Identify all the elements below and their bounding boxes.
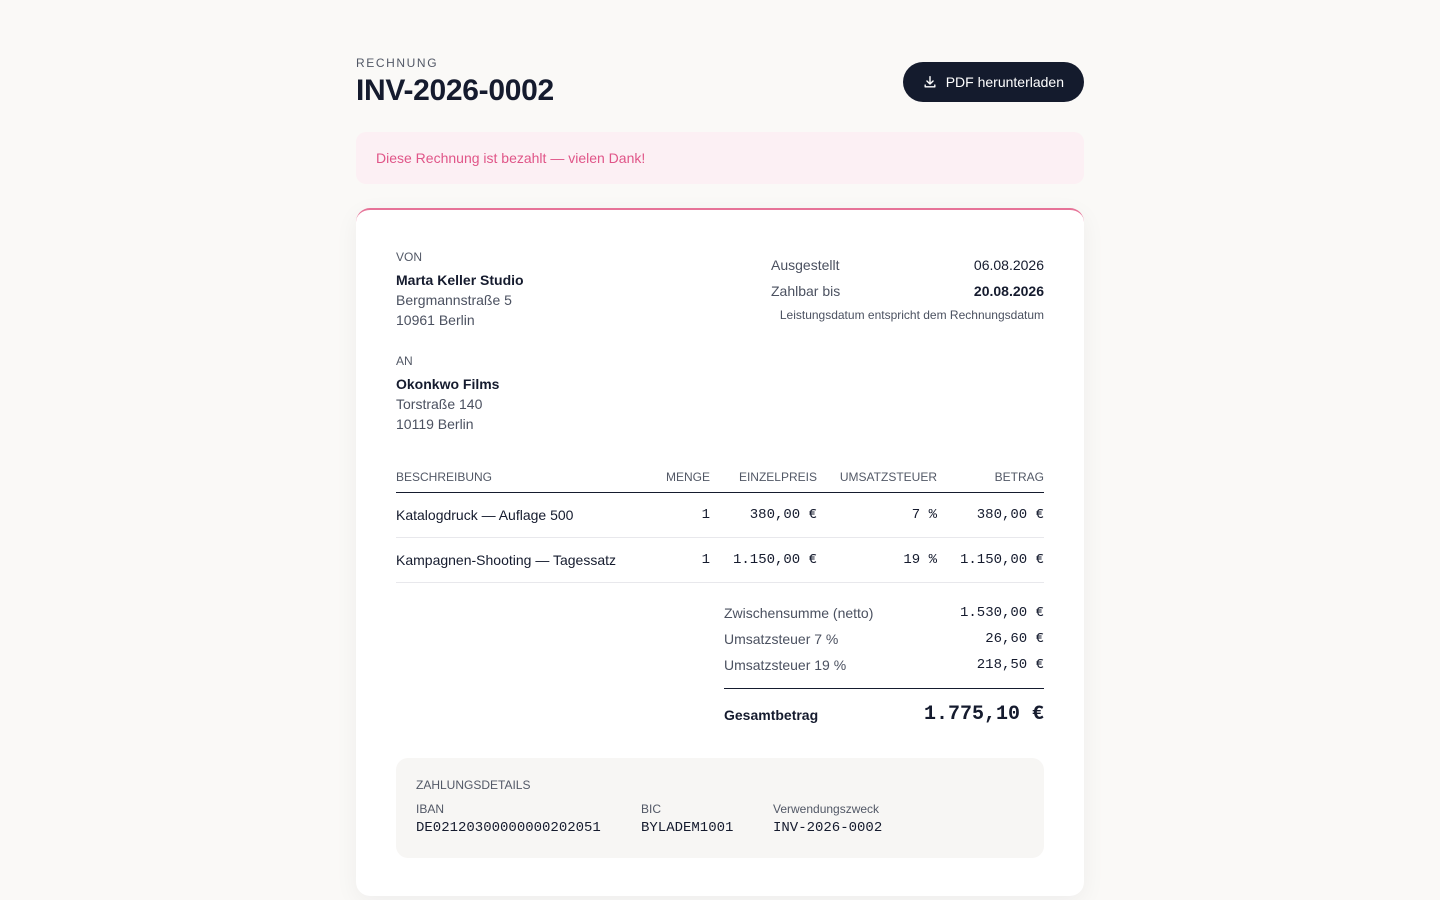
sender-city: 10961 Berlin [396,312,475,328]
recipient-name: Okonkwo Films [396,376,500,392]
invoice-dates [771,252,1044,322]
issued-value: 06.08.2026 [973,257,1044,273]
line-items-table [396,462,1044,583]
invoice-header [356,0,1084,132]
reference-value: INV-2026-0002 [773,820,883,836]
col-quantity: MENGE [650,462,710,492]
table-row [396,492,1044,537]
invoice-eyebrow: RECHNUNG [356,56,439,70]
grand-total-value: 1.775,10 € [923,703,1044,726]
sender-street: Bergmannstraße 5 [396,292,512,308]
iban-label: IBAN [416,802,445,816]
payment-columns [416,802,1024,836]
subtotal-value: 1.530,00 € [959,605,1044,621]
col-amount: BETRAG [937,462,1044,492]
table-header-row [396,462,1044,492]
issued-label: Ausgestellt [771,257,840,273]
row-description: Katalogdruck — Auflage 500 [396,492,650,537]
invoice-number: INV-2026-0002 [356,74,554,107]
row-vat: 7 % [817,492,937,537]
due-row [771,278,1044,304]
service-date-note: Leistungsdatum entspricht dem Rechnungsdatum [779,308,1044,322]
reference-label: Verwendungszweck [773,802,880,816]
row-unit-price: 1.150,00 € [710,537,817,582]
vat19-row [724,652,1044,678]
vat19-label: Umsatzsteuer 19 % [724,657,847,673]
col-description: BESCHREIBUNG [396,462,650,492]
reference-block [773,802,882,836]
row-quantity: 1 [650,537,710,582]
vat7-label: Umsatzsteuer 7 % [724,631,839,647]
recipient-city: 10119 Berlin [396,416,474,432]
subtotal-row [724,600,1044,626]
download-pdf-label: PDF herunterladen [945,74,1064,90]
bic-block [641,802,773,836]
payment-details-label: ZAHLUNGSDETAILS [416,778,531,792]
row-quantity: 1 [650,492,710,537]
paid-banner: Diese Rechnung ist bezahlt — vielen Dank! [356,132,1084,184]
grand-total-row [724,688,1044,740]
row-amount: 380,00 € [937,492,1044,537]
grand-total-label: Gesamtbetrag [724,706,819,723]
invoice-card [356,208,1084,896]
recipient-street: Torstraße 140 [396,396,483,412]
row-amount: 1.150,00 € [937,537,1044,582]
sender-name: Marta Keller Studio [396,272,524,288]
subtotal-label: Zwischensumme (netto) [724,605,874,621]
col-vat: UMSATZSTEUER [817,462,937,492]
totals-block [724,600,1044,740]
payment-details [396,758,1044,858]
table-row [396,537,1044,582]
row-vat: 19 % [817,537,937,582]
issued-row [771,252,1044,278]
row-unit-price: 380,00 € [710,492,817,537]
invoice-page [356,0,1084,836]
iban-block [416,802,641,836]
download-icon [923,75,937,89]
bic-label: BIC [641,802,662,816]
download-pdf-button[interactable] [903,62,1084,102]
col-unit-price: EINZELPREIS [710,462,817,492]
bic-value: BYLADEM1001 [641,820,734,836]
vat19-value: 218,50 € [976,657,1044,673]
sender-block [396,250,524,328]
iban-value: DE02120300000000202051 [416,820,601,836]
row-description: Kampagnen-Shooting — Tagessatz [396,537,650,582]
due-label: Zahlbar bis [771,283,841,299]
due-value: 20.08.2026 [973,283,1044,299]
vat7-row [724,626,1044,652]
recipient-label: AN [396,354,413,368]
vat7-value: 26,60 € [985,631,1044,647]
recipient-block [396,354,499,432]
sender-label: VON [396,250,423,264]
